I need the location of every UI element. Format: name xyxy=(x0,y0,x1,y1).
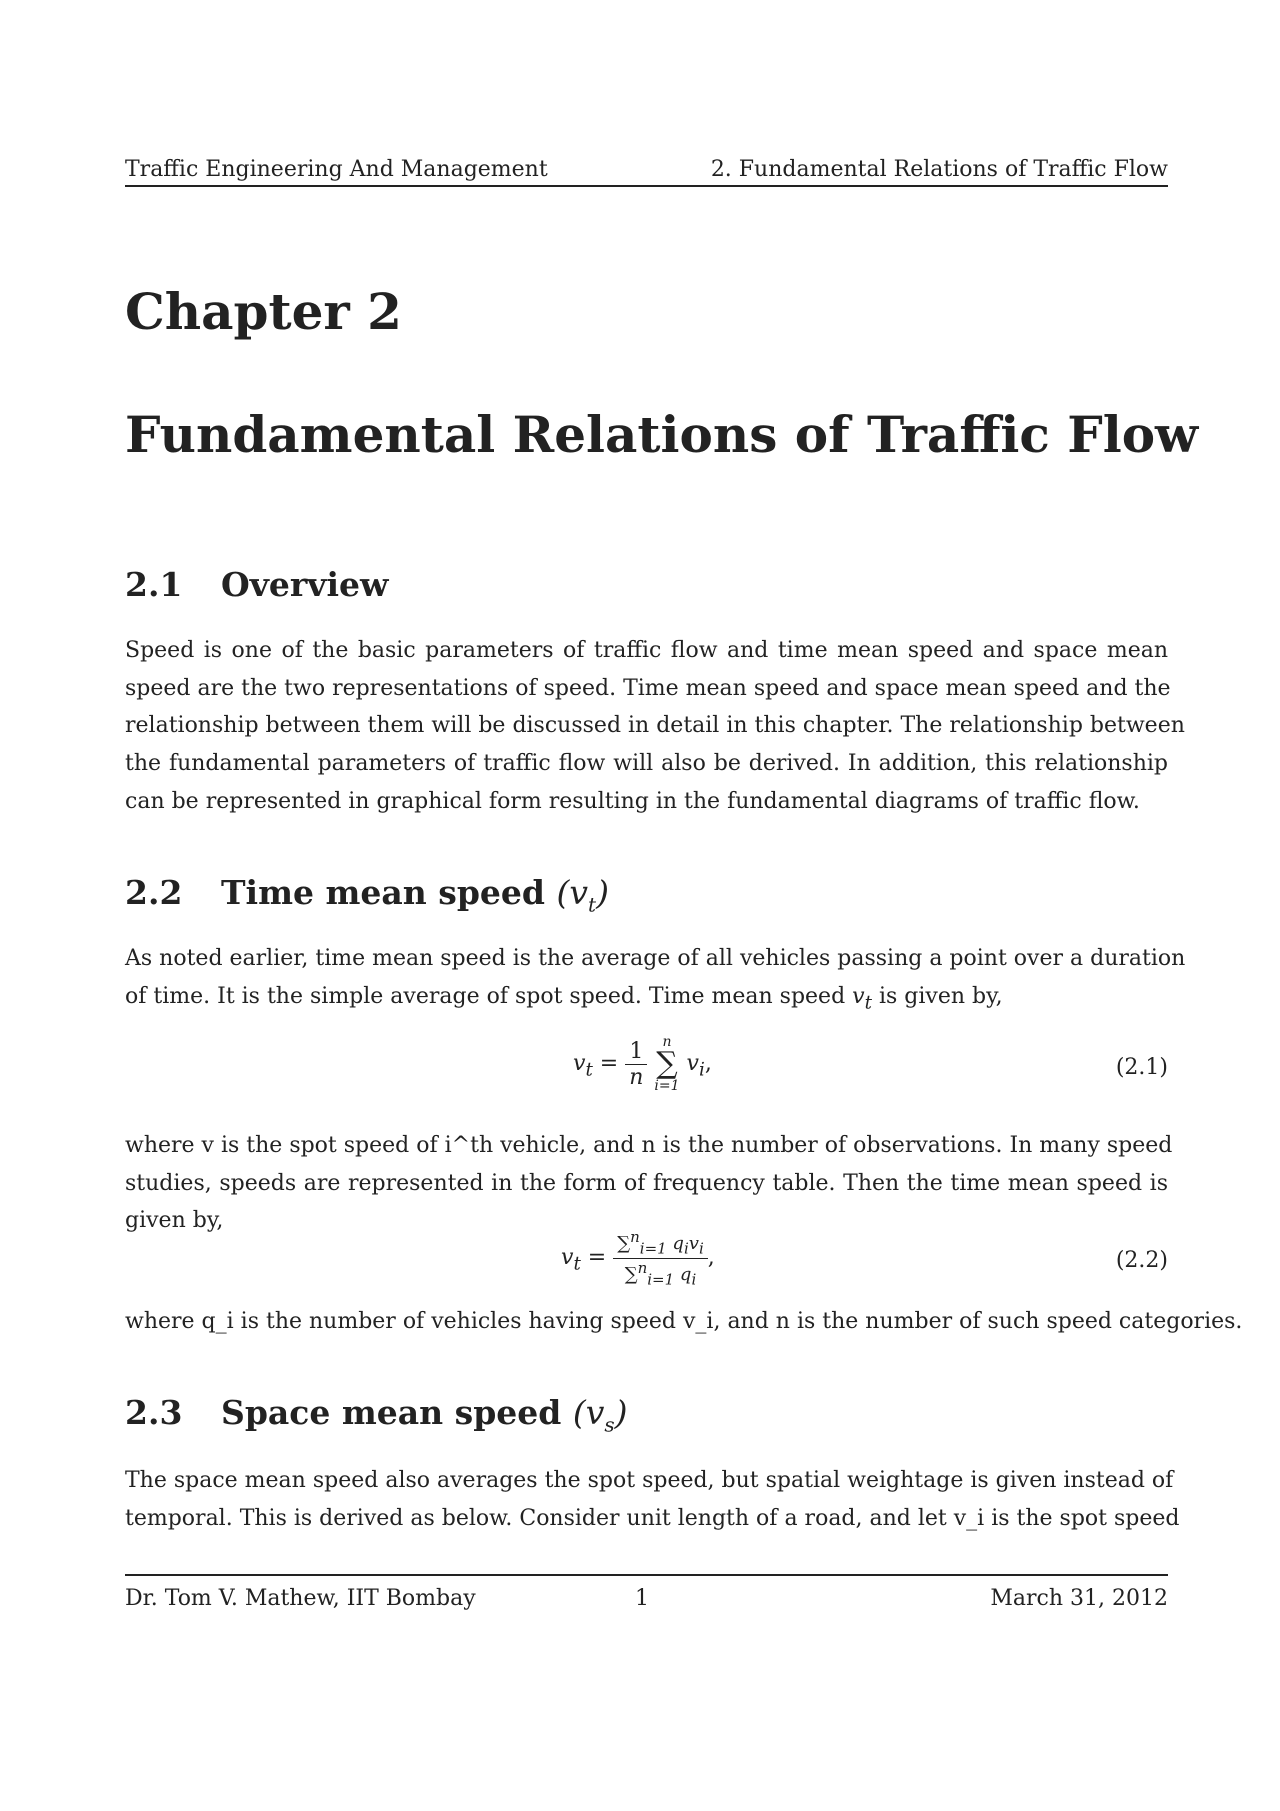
paragraph-line: given by, xyxy=(125,1208,224,1234)
footer-date: March 31, 2012 xyxy=(990,1586,1168,1611)
header-left: Traffic Engineering And Management xyxy=(125,157,548,182)
paragraph-line: the fundamental parameters of traffic flow will also be derived. In addition, this relationship xyxy=(125,751,1168,777)
time-mean-speed-intro xyxy=(125,940,1186,1022)
section-number: 2.1 xyxy=(125,565,183,604)
after-equation-paragraph xyxy=(125,1127,1173,1240)
running-header xyxy=(125,156,1168,184)
footer-author: Dr. Tom V. Mathew, IIT Bombay xyxy=(125,1586,476,1611)
section-number: 2.2 xyxy=(125,873,183,912)
section-heading-time-mean-speed xyxy=(125,873,609,925)
equation-2-2 xyxy=(125,1228,1168,1308)
overview-paragraph xyxy=(125,632,1185,821)
section-heading-overview xyxy=(125,565,388,605)
section-symbol: $(v_s)$ xyxy=(572,1393,628,1437)
footer-page-number: 1 xyxy=(635,1586,649,1611)
paragraph-line: speed are the two representations of speed. Time mean speed and space mean speed and the xyxy=(125,675,1171,701)
equation-2-1 xyxy=(125,1035,1168,1115)
footer-rule xyxy=(125,1574,1168,1576)
paragraph-line: temporal. This is derived as below. Consider unit length of a road, and let v_i is the spot speed xyxy=(125,1505,1180,1531)
equation-body: $v_t$ = $\frac{1}{n}$ n ∑ i=1 $v_i$, xyxy=(573,1034,712,1094)
section-number: 2.3 xyxy=(125,1393,183,1432)
section-title: Overview xyxy=(221,565,389,604)
paragraph-line: where q_i is the number of vehicles having speed v_i, and n is the number of such speed categories. xyxy=(125,1309,1243,1334)
paragraph-line: As noted earlier, time mean speed is the average of all vehicles passing a point over a duration xyxy=(125,946,1186,971)
section-title: Space mean speed xyxy=(221,1393,562,1432)
equation-number: (2.2) xyxy=(1115,1248,1168,1273)
paragraph-line: The space mean speed also averages the spot speed, but spatial weightage is given instead of xyxy=(125,1468,1174,1493)
section-heading-space-mean-speed xyxy=(125,1393,628,1445)
paragraph-line: relationship between them will be discussed in detail in this chapter. The relationship between xyxy=(125,713,1185,739)
chapter-title: Fundamental Relations of Traffic Flow xyxy=(125,405,1199,464)
paragraph-line: where v is the spot speed of i^th vehicle, and n is the number of observations. In many speed xyxy=(125,1133,1173,1158)
paragraph-line: can be represented in graphical form resulting in the fundamental diagrams of traffic flow. xyxy=(125,788,1140,814)
header-right: 2. Fundamental Relations of Traffic Flow xyxy=(710,157,1168,182)
section-symbol: $(v_t)$ xyxy=(556,873,609,917)
paragraph-line: studies, speeds are represented in the form of frequency table. Then the time mean speed is xyxy=(125,1170,1168,1196)
space-mean-speed-paragraph xyxy=(125,1462,1180,1537)
section-title: Time mean speed xyxy=(221,873,545,912)
paragraph-line: Speed is one of the basic parameters of traffic flow and time mean speed and space mean xyxy=(125,638,1168,663)
equation-number: (2.1) xyxy=(1115,1055,1168,1080)
header-rule xyxy=(125,185,1168,187)
chapter-number: Chapter 2 xyxy=(125,282,402,341)
after-equation-2-paragraph xyxy=(125,1303,1243,1341)
equation-body: $v_t$ = $\frac{\sum^n_{i=1} q_iv_i}{\sum^n_{i=1} q_i}$ , xyxy=(561,1228,715,1289)
paragraph-line: of time. It is the simple average of spot speed. Time mean speed $v_t$ is given by, xyxy=(125,983,1003,1014)
